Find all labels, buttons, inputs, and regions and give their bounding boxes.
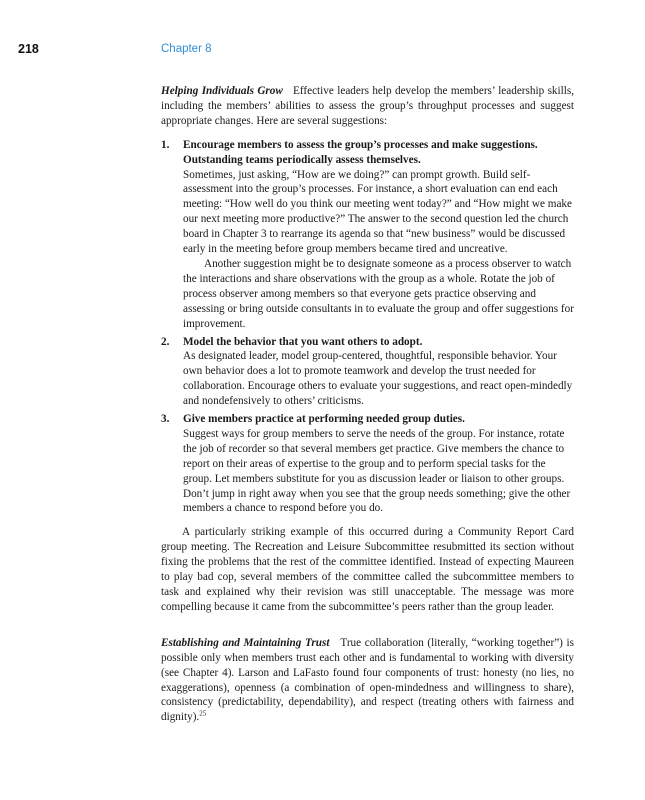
list-item-body: As designated leader, model group-centered, thoughtful, responsible behavior. Your own behavior does a lot to promote teamwork and develop the trust needed for collaboration. Encourage others to evaluate your suggestions, and react open-mindedly and nondefensively to others’ criticisms. [183, 350, 573, 408]
section-intro-paragraph [161, 84, 574, 129]
page-body [161, 84, 574, 725]
list-item-number: 3. [161, 413, 170, 426]
list-item [161, 412, 574, 516]
trust-section-paragraph [161, 636, 574, 725]
list-item-heading: Model the behavior that you want others to adopt. [183, 335, 423, 348]
list-item-body: Suggest ways for group members to serve the needs of the group. For instance, rotate the job of recorder so that several members get practice. Give members the chance to report on their areas of expertise to the group and to perform special tasks for the group. Let members substitute for you as discussion leader or liaison to other groups. Don’t jump in right away when you see that the group needs something; give the other members a chance to respond before you do. [183, 427, 571, 515]
list-item-number: 2. [161, 335, 170, 348]
suggestions-list [161, 138, 574, 517]
page-number: 218 [18, 42, 39, 56]
section-heading-helping-individuals-grow: Helping Individuals Grow [161, 85, 283, 97]
list-item [161, 138, 574, 332]
footnote-marker: 25 [199, 709, 207, 718]
list-item [161, 335, 574, 410]
section-intro-text: Effective leaders help develop the members’ leadership skills, including the members’ abilities to assess the group’s throughput processes and suggest appropriate changes. Here are several suggestions: [161, 85, 574, 127]
trust-section-text: True collaboration (literally, “working together”) is possible only when members trust each other and is fundamental to working with diversity (see Chapter 4). Larson and LaFasto found four components of trust: honesty (no lies, no exaggerations), openness (a combination of open-mindedness and willingness to share), consistency (predictability, dependability), and respect (treating others with fairness and dignity). [161, 636, 574, 724]
section-heading-establishing-trust: Establishing and Maintaining Trust [161, 636, 330, 649]
list-item-heading: Encourage members to assess the group’s processes and make suggestions. Outstanding teams periodically assess themselves. [183, 138, 538, 166]
list-item-number: 1. [161, 138, 170, 151]
example-paragraph: A particularly striking example of this occurred during a Community Report Card group meeting. The Recreation and Leisure Subcommittee resubmitted its section without fixing the problems that the rest of the committee identified. Instead of expecting Maureen to play bad cop, several members of the committee called the subcommittee members to task and explained why their revision was still unacceptable. The message was more compelling because it came from the subcommittee’s peers rather than the group leader. [161, 526, 574, 613]
list-item-body: Sometimes, just asking, “How are we doing?” can prompt growth. Build self-assessment into the group’s processes. For instance, a short evaluation can end each meeting: “How well do you think our meeting went today?” and “How might we make our next meeting more productive?” The answer to the second question led the church board in Chapter 3 to rearrange its agenda so that “new business” would be discussed early in the meeting before group members became tired and uncreative. [183, 168, 572, 256]
chapter-label: Chapter 8 [161, 43, 212, 55]
list-item-body-continued: Another suggestion might be to designate someone as a process observer to watch the interactions and share observations with the group as a whole. Rotate the job of process observer among members so that everyone gets practice observing and assessing or bring outside consultants in to evaluate the group and offer suggestions for improvement. [183, 257, 574, 330]
list-item-heading: Give members practice at performing needed group duties. [183, 413, 465, 426]
